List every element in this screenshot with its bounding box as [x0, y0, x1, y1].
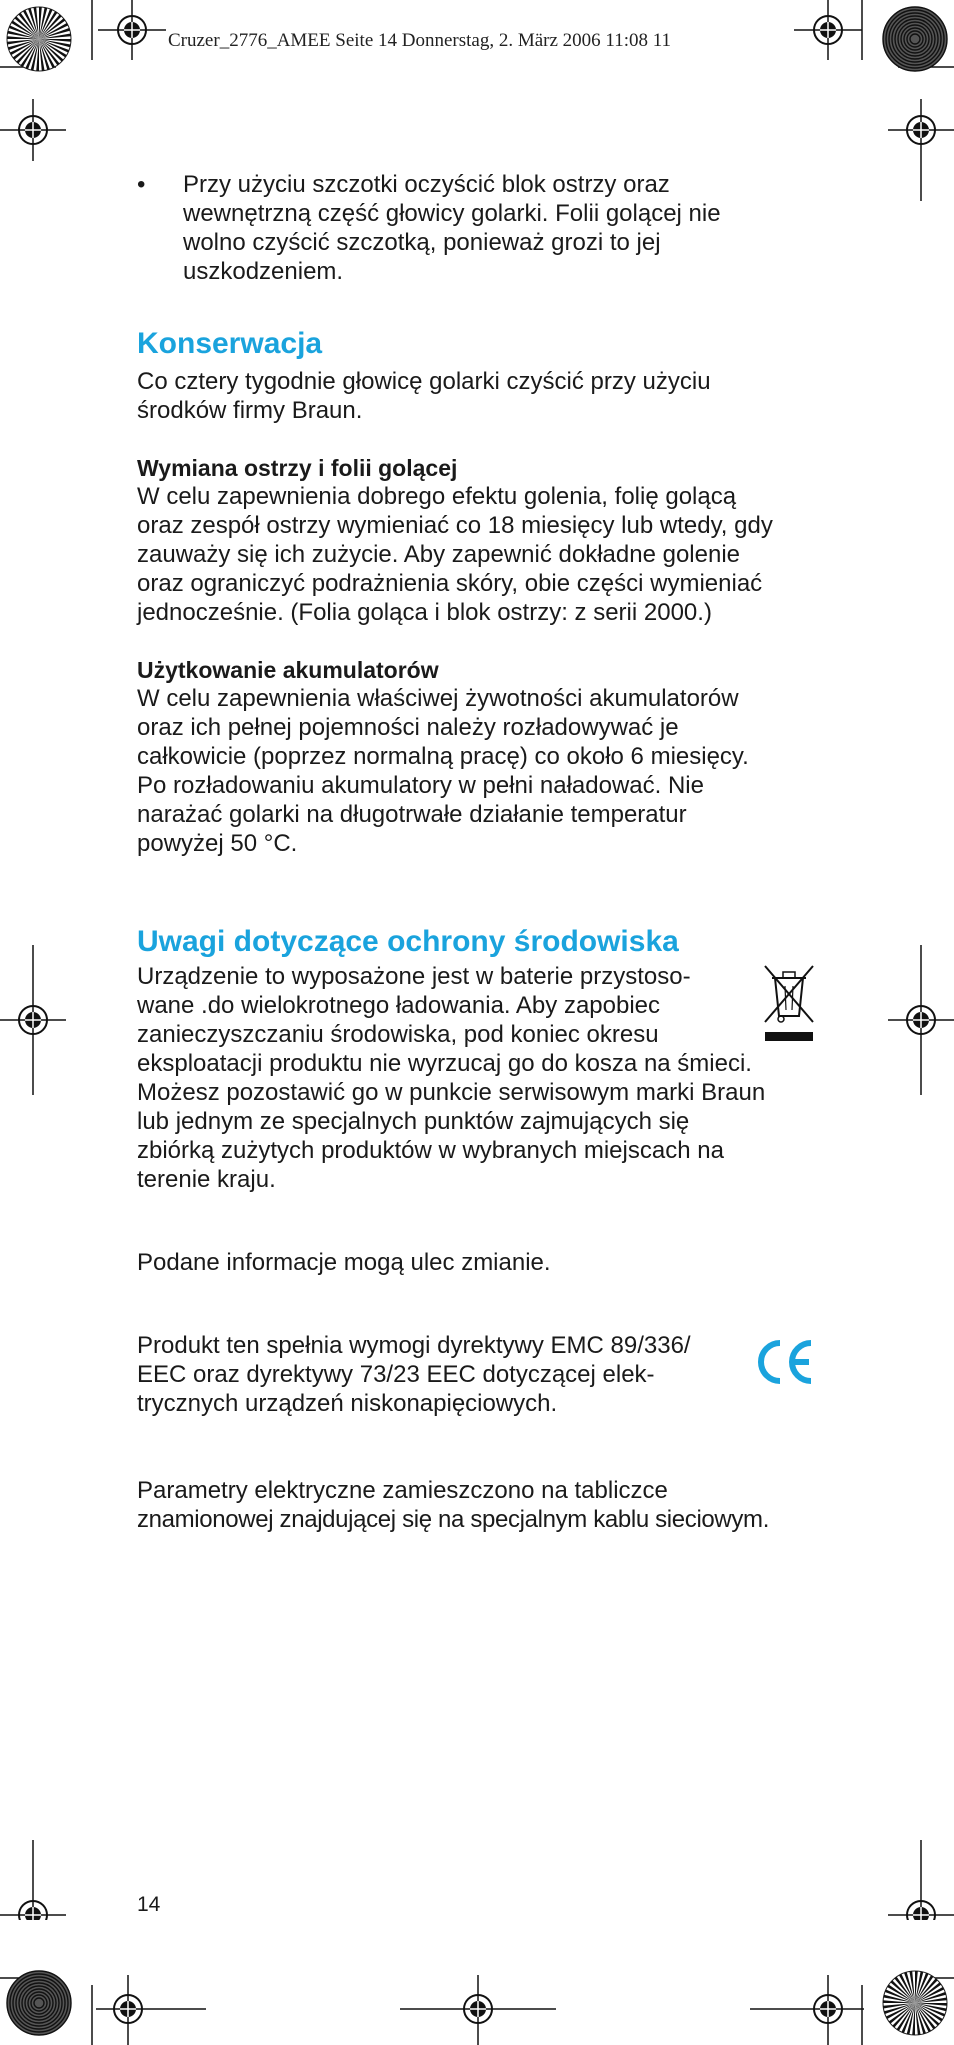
calibration-starburst-icon — [4, 1968, 74, 2038]
text-line: całkowicie (poprzez normalną pracę) co około 6 miesięcy. — [137, 743, 749, 770]
paragraph-konserwacja — [137, 367, 822, 425]
paragraph-zmiany — [137, 1248, 822, 1277]
paragraph-wymiana — [137, 482, 822, 627]
text-line: oraz zespół ostrzy wymieniać co 18 miesięcy lub wtedy, gdy — [137, 512, 773, 539]
text-line: Urządzenie to wyposażone jest w baterie przystoso- — [137, 963, 691, 990]
subheading-akumulatory: Użytkowanie akumulatorów — [137, 657, 439, 683]
text-line: wolno czyścić szczotką, ponieważ grozi to jej — [183, 229, 661, 256]
text-line: W celu zapewnienia właściwej żywotności akumulatorów — [137, 685, 739, 712]
subheading-wymiana: Wymiana ostrzy i folii golącej — [137, 455, 458, 481]
text-line: zauważy się ich zużycie. Aby zapewnić dokładne golenie — [137, 541, 741, 568]
text-line: jednocześnie. (Folia goląca i blok ostrzy: z serii 2000.) — [137, 599, 712, 626]
text-line: W celu zapewnienia dobrego efektu golenia, folię golącą — [137, 483, 737, 510]
emc-block — [137, 1331, 822, 1418]
text-line: Możesz pozostawić go w punkcie serwisowym marki Braun — [137, 1079, 766, 1106]
ce-mark-icon — [753, 1335, 815, 1389]
section-heading-konserwacja: Konserwacja — [137, 327, 323, 360]
text-line: środków firmy Braun. — [137, 397, 363, 424]
section-heading-srodowisko: Uwagi dotyczące ochrony środowiska — [137, 925, 679, 958]
cleaning-bullet — [137, 170, 822, 286]
text-line: znamionowej znajdującej się na specjalnym kablu sieciowym. — [137, 1506, 770, 1533]
text-line: Produkt ten spełnia wymogi dyrektywy EMC 89/336/ — [137, 1332, 691, 1359]
page-number: 14 — [137, 1893, 161, 1916]
text-line: oraz ich pełnej pojemności należy rozładowywać je — [137, 714, 679, 741]
text-line: eksploatacji produktu nie wyrzucaj go do kosza na śmieci. — [137, 1050, 752, 1077]
text-line: Parametry elektryczne zamieszczono na tabliczce — [137, 1477, 668, 1504]
text-line: uszkodzeniem. — [183, 258, 344, 285]
text-line: zbiórką zużytych produktów w wybranych miejscach na — [137, 1137, 724, 1164]
paragraph-akumulatory — [137, 684, 822, 858]
calibration-starburst-icon — [4, 4, 74, 74]
text-line: oraz ograniczyć podrażnienia skóry, obie części wymieniać — [137, 570, 763, 597]
text-line: Przy użyciu szczotki oczyścić blok ostrzy oraz — [183, 171, 670, 198]
text-line: narażać golarki na długotrwałe działanie temperatur — [137, 801, 687, 828]
text-line: Po rozładowaniu akumulatory w pełni naładować. Nie — [137, 772, 704, 799]
calibration-starburst-icon — [880, 4, 950, 74]
text-line: lub jednym ze specjalnych punktów zajmujących się — [137, 1108, 690, 1135]
text-line: wewnętrzną część głowicy golarki. Folii golącej nie — [183, 200, 721, 227]
paragraph-srodowisko — [137, 962, 822, 1194]
crossed-out-wheelie-bin-icon — [761, 962, 817, 1044]
text-line: Podane informacje mogą ulec zmianie. — [137, 1249, 551, 1276]
bullet-dot: • — [137, 171, 146, 198]
text-line: trycznych urządzeń niskonapięciowych. — [137, 1390, 558, 1417]
paragraph-parametry — [137, 1476, 822, 1534]
text-line: wane .do wielokrotnego ładowania. Aby zapobiec — [137, 992, 661, 1019]
bullet-text — [183, 170, 822, 286]
text-line: powyżej 50 °C. — [137, 830, 298, 857]
print-imprint-header: Cruzer_2776_AMEE Seite 14 Donnerstag, 2. März 2006 11:08 11 — [168, 30, 672, 51]
text-line: zanieczyszczaniu środowiska, pod koniec okresu — [137, 1021, 659, 1048]
text-line: Co cztery tygodnie głowicę golarki czyścić przy użyciu — [137, 368, 711, 395]
text-line: EEC oraz dyrektywy 73/23 EEC dotyczącej elek- — [137, 1361, 655, 1388]
text-line: terenie kraju. — [137, 1166, 276, 1193]
environment-block — [137, 962, 822, 1194]
page-content — [137, 170, 822, 1534]
calibration-starburst-icon — [880, 1968, 950, 2038]
paragraph-emc — [137, 1331, 822, 1418]
